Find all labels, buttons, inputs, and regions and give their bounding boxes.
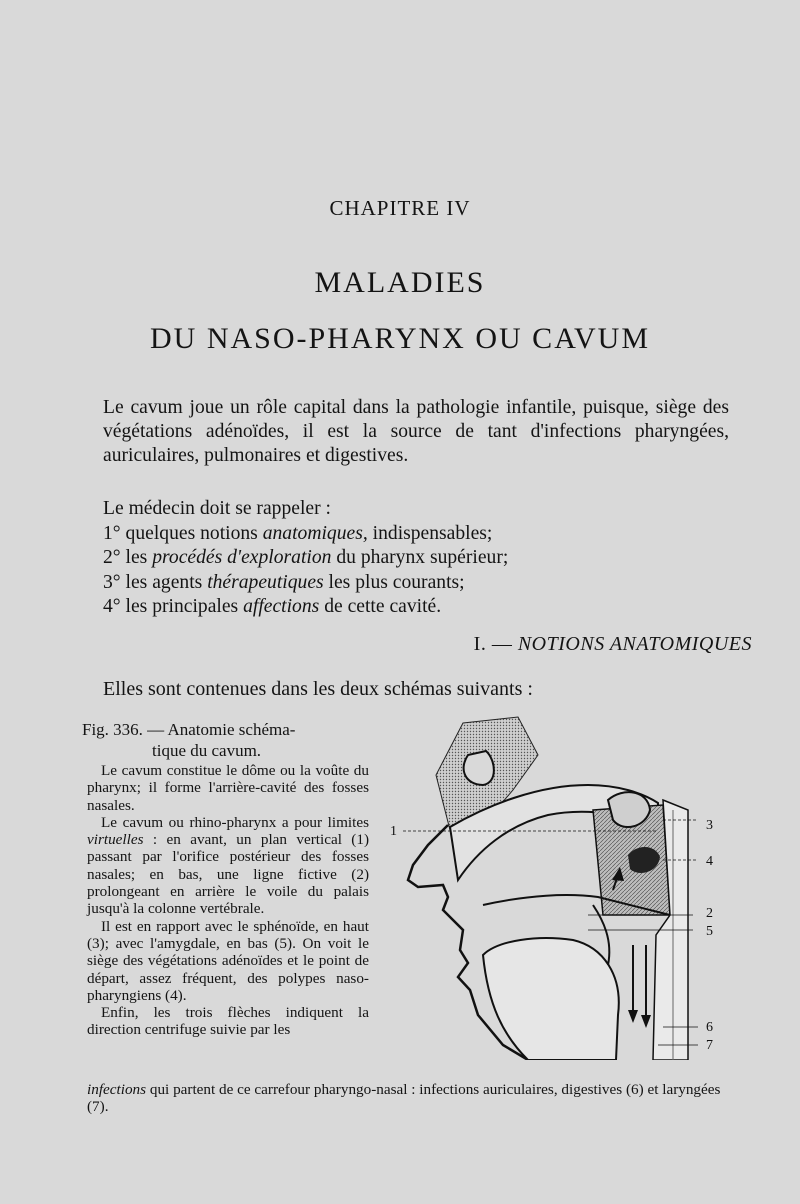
chapter-title-line-2: DU NASO-PHARYNX OU CAVUM <box>149 322 650 355</box>
sphenoid <box>608 792 650 827</box>
chapter-title-line-1: MALADIES <box>314 266 486 299</box>
label-7: 7 <box>706 1038 713 1053</box>
topic-list <box>103 497 729 620</box>
caption-paragraph: Enfin, les trois flèches indiquent la direction centrifuge suivie par les <box>87 1004 369 1039</box>
sinus-shape <box>464 751 494 785</box>
chapter-number: CHAPITRE IV <box>329 196 471 220</box>
label-5: 5 <box>706 924 713 939</box>
caption-paragraph: Il est en rapport avec le sphénoïde, en haut (3); avec l'amygdale, en bas (5). On voit le siège des végétations adénoïdes et le point de départ, assez fréquent, des polypes naso-pharyngiens (4). <box>87 917 369 1004</box>
label-1: 1 <box>390 824 397 839</box>
list-item: 1° quelques notions anatomiques, indispensables; <box>103 522 493 544</box>
section-heading: I. — NOTIONS ANATOMIQUES <box>473 633 752 655</box>
list-intro: Le médecin doit se rappeler : <box>103 498 331 519</box>
label-4: 4 <box>706 854 713 869</box>
figure-caption <box>87 762 369 1039</box>
list-item: 2° les procédés d'exploration du pharynx supérieur; <box>103 547 509 568</box>
cavum-anatomy-diagram <box>388 715 728 1060</box>
tongue <box>483 938 619 1060</box>
caption-paragraph: Le cavum ou rhino-pharynx a pour limites virtuelles : en avant, un plan vertical (1) passant par l'orifice postérieur des fosses nasales; en bas, une ligne fictive (2) prolongeant en arrière le voile du palais jusqu'à la colonne vertébrale. <box>87 813 370 918</box>
label-2: 2 <box>706 906 713 921</box>
figure-caption-title: Fig. 336. — Anatomie schéma- tique du cavum. <box>82 720 296 760</box>
caption-paragraph: Le cavum constitue le dôme ou la voûte du pharynx; il forme l'arrière-cavité des fosses nasales. <box>87 762 369 814</box>
label-3: 3 <box>706 818 713 833</box>
intro-text: Le cavum joue un rôle capital dans la pathologie infantile, puisque, siège des végétations adénoïdes, il est la source de tant d'infections pharyngées, auriculaires, pulmonaires et digestives. <box>103 397 729 466</box>
list-item: 3° les agents thérapeutiques les plus courants; <box>103 571 465 593</box>
intro-paragraph <box>103 396 729 468</box>
label-6: 6 <box>706 1020 713 1035</box>
lead-sentence: Elles sont contenues dans les deux schémas suivants : <box>103 678 533 700</box>
list-item: 4° les principales affections de cette cavité. <box>103 596 442 617</box>
caption-continuation: infections qui partent de ce carrefour pharyngo-nasal : infections auriculaires, digestives (6) et laryngées (7). <box>87 1081 721 1116</box>
